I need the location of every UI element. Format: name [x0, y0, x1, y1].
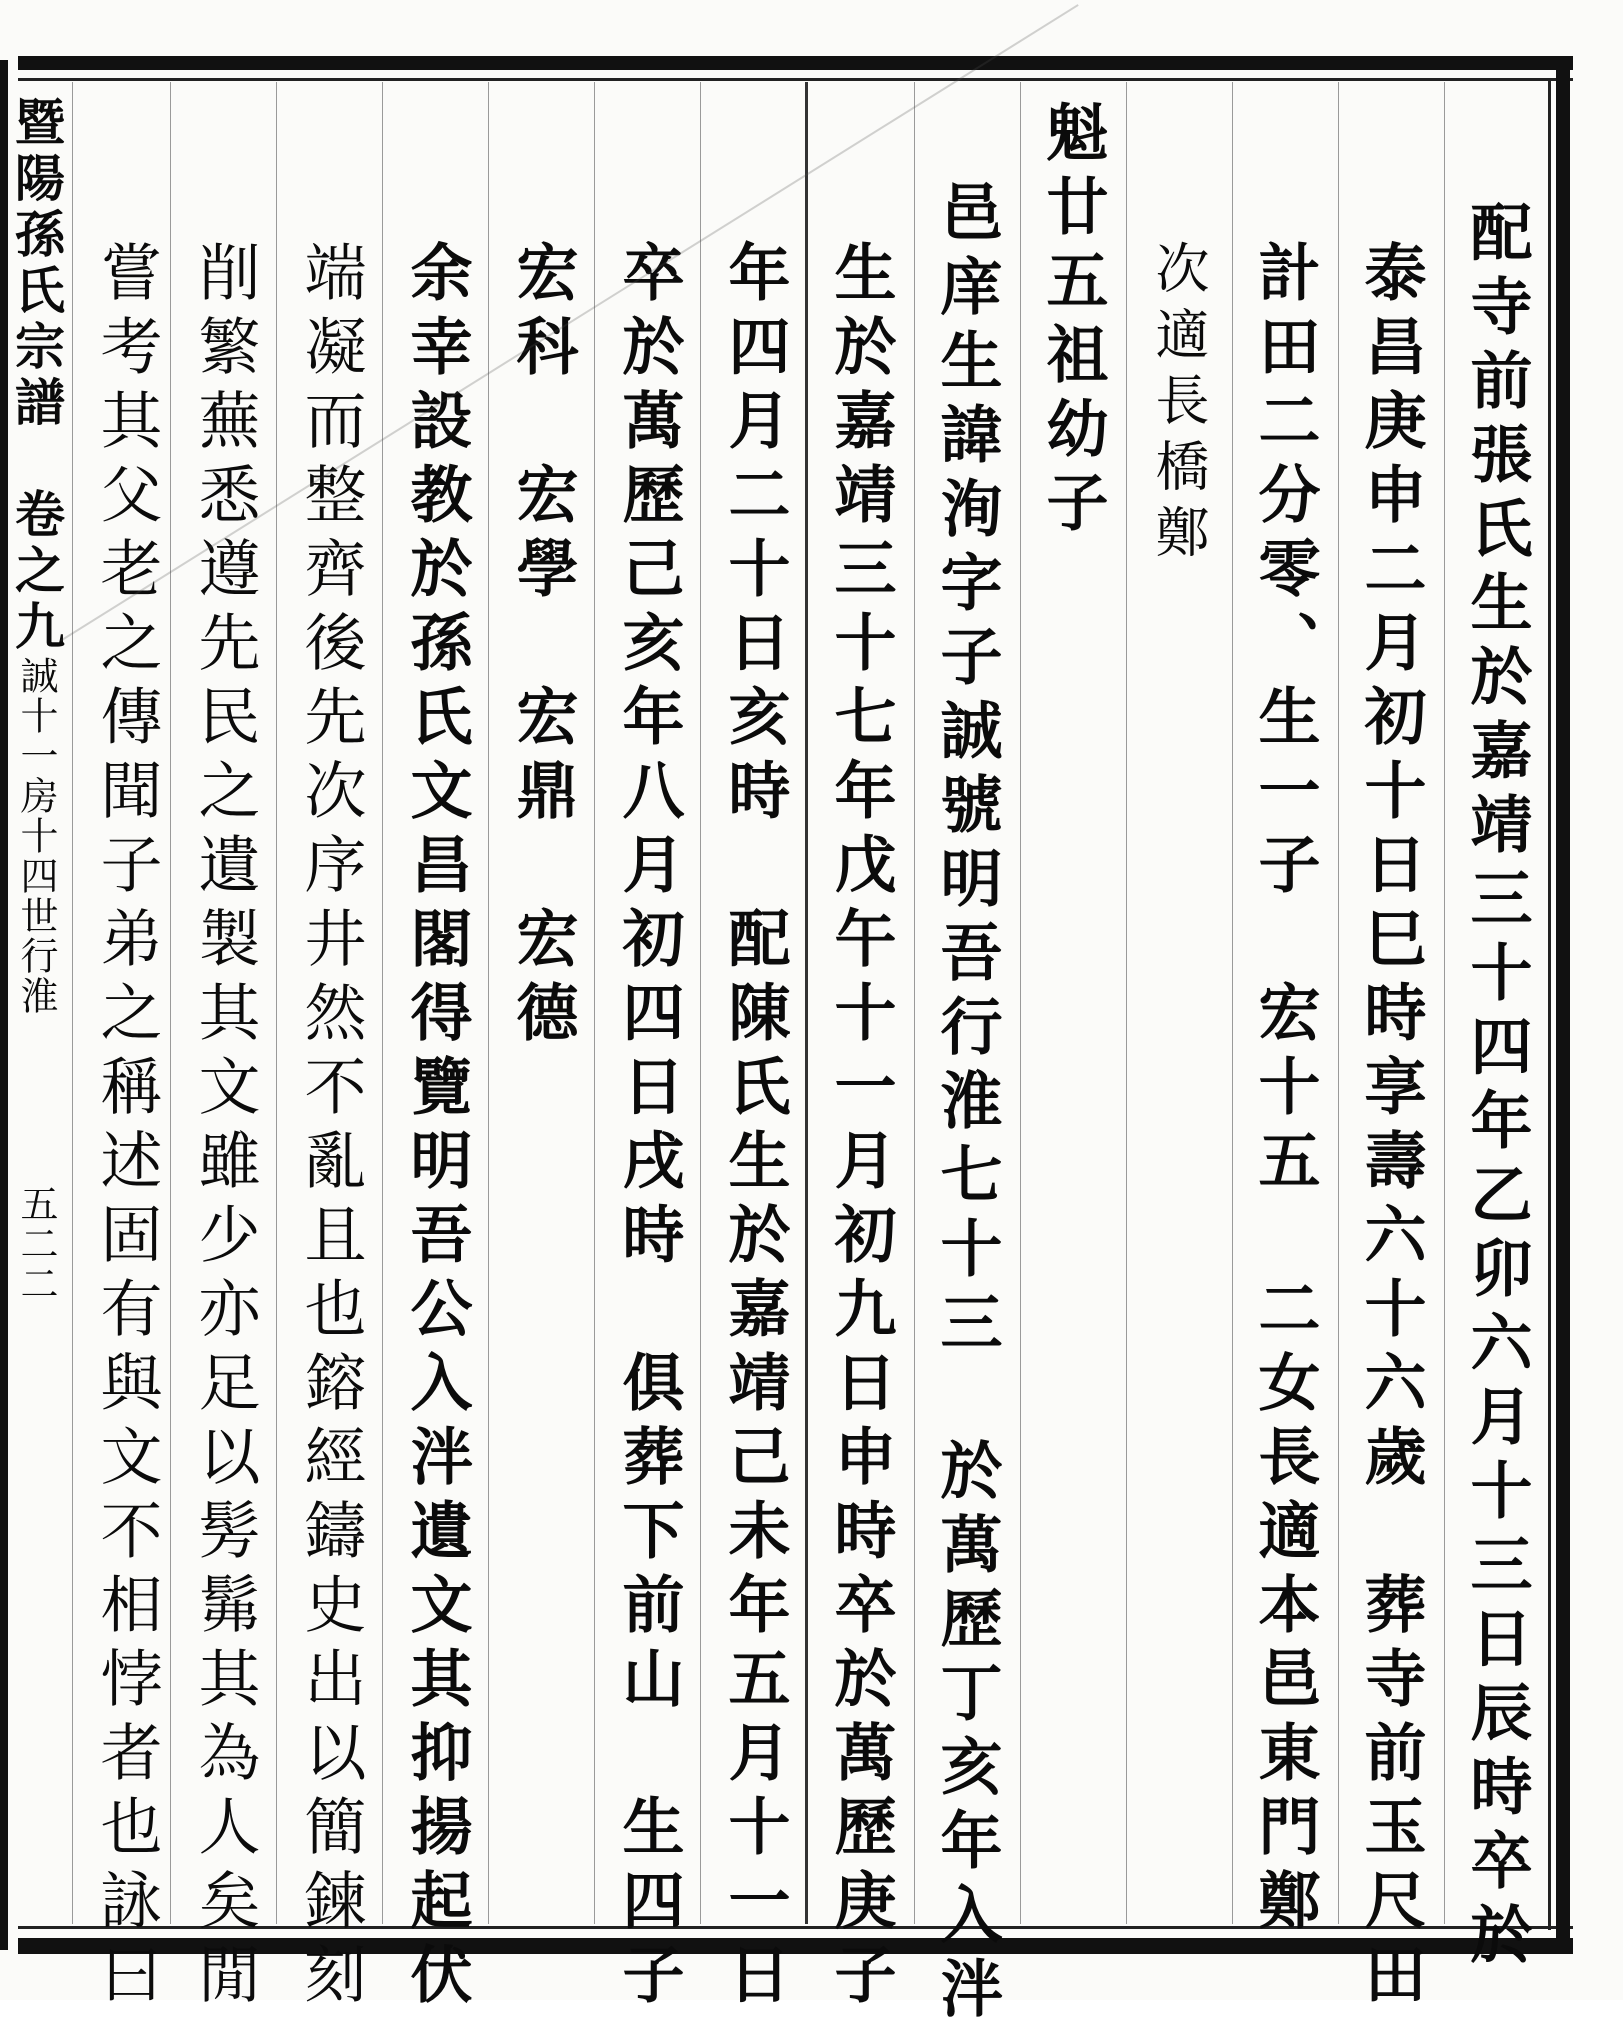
column-rule	[382, 82, 383, 1924]
column-rule	[1232, 82, 1233, 1924]
column-rule	[914, 82, 915, 1924]
text-column-13: 削繁蕪悉遵先民之遺製其文雖少亦足以髣髴其為人矣閒	[188, 240, 261, 2016]
text-column-11: 余幸設教於孫氏文昌閣得覽明吾公入泮遺文其抑揚起伏	[400, 240, 473, 2016]
column-rule	[594, 82, 595, 1924]
column-rule	[1338, 82, 1339, 1924]
column-rule	[700, 82, 701, 1924]
text-column-7: 生於嘉靖三十七年戊午十一月初九日申時卒於萬歷庚子	[824, 240, 897, 2016]
spine-title: 暨陽孫氏宗譜	[7, 96, 66, 432]
text-column-10: 宏科 宏學 宏鼎 宏德	[506, 240, 579, 1054]
spine-section: 誠十一房十四世行淮	[14, 656, 58, 1016]
text-column-1: 配寺前張氏生於嘉靖三十四年乙卯六月十三日辰時卒於	[1460, 200, 1533, 1976]
text-column-12: 端凝而整齊後先次序井然不亂且也鎔經鑄史出以簡鍊刻	[294, 240, 367, 2016]
text-column-5: 魁廿五祖幼子	[1036, 100, 1109, 544]
column-rule	[276, 82, 277, 1924]
column-rule	[1126, 82, 1127, 1924]
center-column-rule	[805, 82, 808, 1924]
text-column-6: 邑庠生諱洵字子誠號明吾行淮七十三 於萬歷丁亥年入泮	[930, 180, 1003, 2030]
frame-right-inner-border	[1548, 78, 1551, 1930]
text-column-8: 年四月二十日亥時 配陳氏生於嘉靖己未年五月十一日	[718, 240, 791, 2016]
frame-right-border	[1556, 56, 1570, 1954]
spine-text	[8, 96, 64, 1304]
text-column-14: 嘗考其父老之傳聞子弟之稱述固有與文不相悖者也詠曰	[90, 240, 163, 2016]
text-column-3: 計田二分零、生一子 宏十五 二女長適本邑東門鄭	[1248, 240, 1321, 1942]
text-column-9: 卒於萬歷己亥年八月初四日戌時 俱葬下前山 生四子	[612, 240, 685, 2016]
column-rule	[72, 82, 73, 1924]
spine-volume: 卷之九	[7, 488, 66, 656]
text-column-4: 次適長橋鄭	[1147, 240, 1210, 570]
column-rule	[488, 82, 489, 1924]
frame-top-inner-border	[18, 78, 1573, 81]
column-rule	[170, 82, 171, 1924]
spine-page-number: 五二二	[14, 1184, 58, 1304]
text-column-2: 泰昌庚申二月初十日巳時享壽六十六歲 葬寺前玉尺田	[1354, 240, 1427, 2016]
column-rule	[1020, 82, 1021, 1924]
frame-top-border	[18, 56, 1573, 70]
column-rule	[1444, 82, 1445, 1924]
